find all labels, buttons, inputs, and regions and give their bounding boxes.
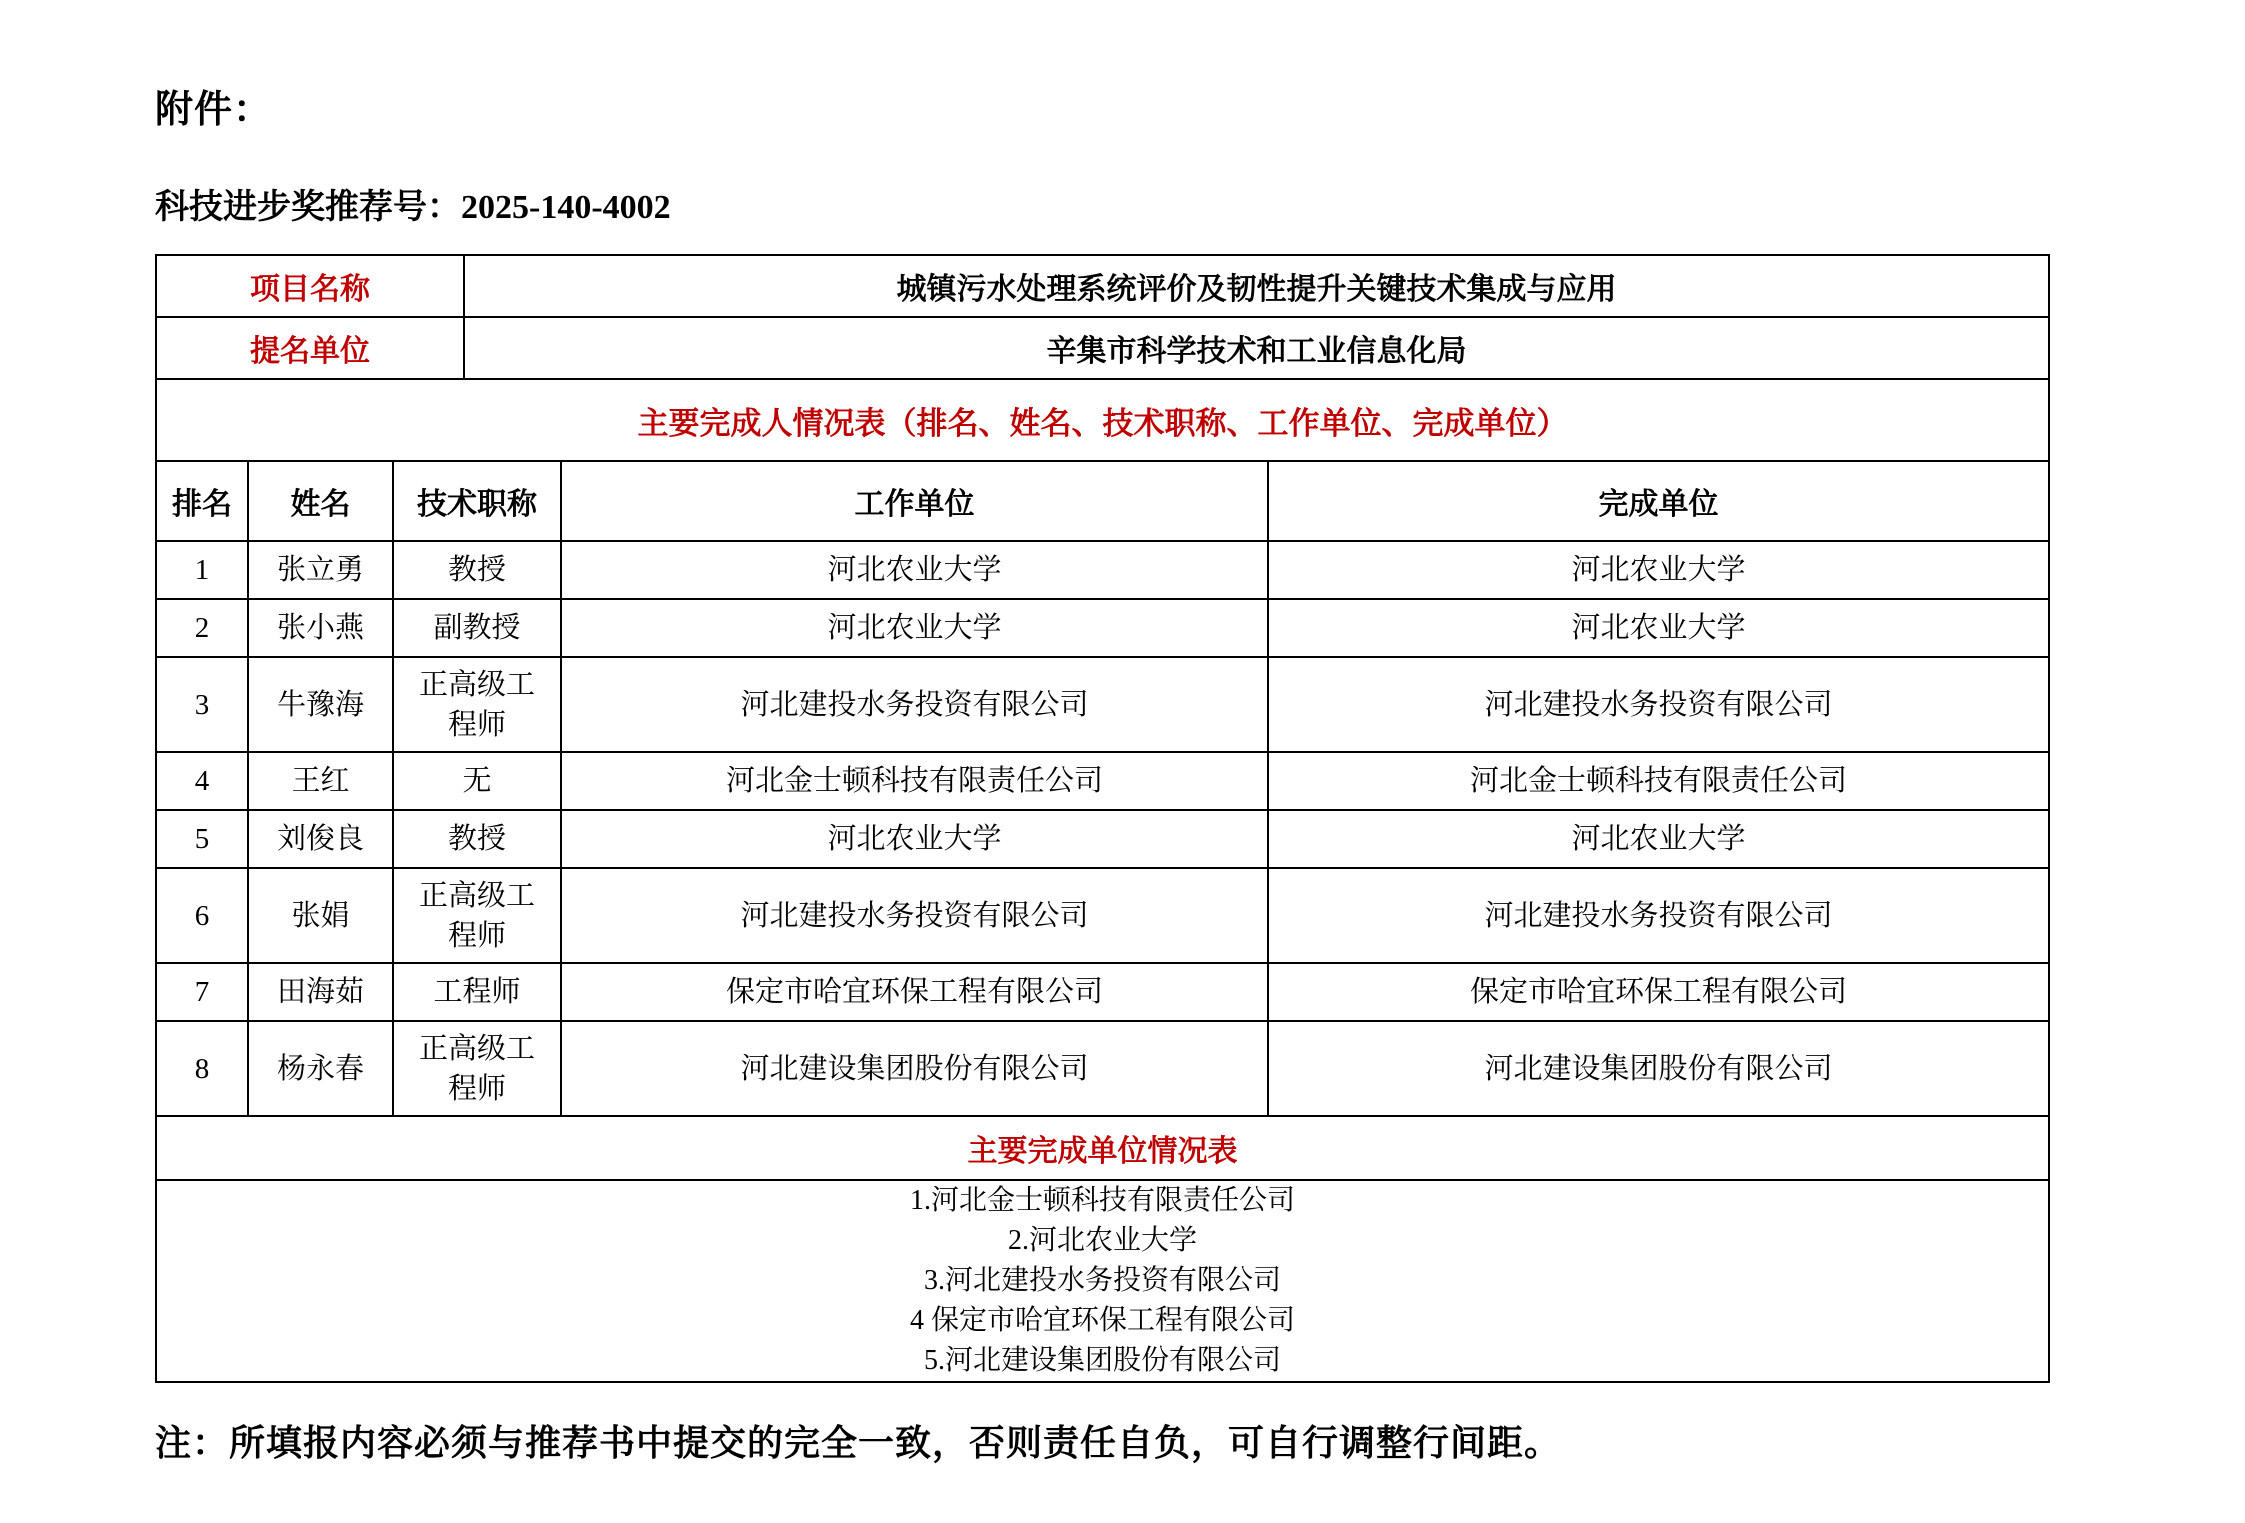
project-name-row (156, 255, 2049, 317)
rank-cell: 1 (156, 541, 248, 599)
completer-row (156, 963, 2049, 1021)
completer-row (156, 752, 2049, 810)
work-unit-cell: 河北金士顿科技有限责任公司 (561, 752, 1268, 810)
rank-cell: 7 (156, 963, 248, 1021)
name-cell: 张立勇 (248, 541, 393, 599)
completion-unit-cell: 保定市哈宜环保工程有限公司 (1268, 963, 2049, 1021)
units-list-row (156, 1180, 2049, 1382)
recommendation-label: 科技进步奖推荐号： (155, 189, 461, 226)
name-cell: 刘俊良 (248, 810, 393, 868)
units-table-title: 主要完成单位情况表 (156, 1116, 2049, 1180)
name-cell: 田海茹 (248, 963, 393, 1021)
completer-row (156, 868, 2049, 963)
completion-unit-cell: 河北金士顿科技有限责任公司 (1268, 752, 2049, 810)
work-unit-cell: 河北农业大学 (561, 541, 1268, 599)
work-unit-cell: 河北农业大学 (561, 599, 1268, 657)
units-title-row (156, 1116, 2049, 1180)
completers-table-title: 主要完成人情况表（排名、姓名、技术职称、工作单位、完成单位） (156, 379, 2049, 461)
nominating-unit-label: 提名单位 (156, 317, 464, 379)
unit-list-item: 4 保定市哈宜环保工程有限公司 (910, 1305, 1296, 1336)
rank-cell: 4 (156, 752, 248, 810)
completion-unit-cell: 河北建投水务投资有限公司 (1268, 657, 2049, 752)
completer-row (156, 810, 2049, 868)
rank-cell: 2 (156, 599, 248, 657)
completion-unit-cell: 河北农业大学 (1268, 599, 2049, 657)
name-cell: 杨永春 (248, 1021, 393, 1116)
nominating-unit-row (156, 317, 2049, 379)
name-cell: 牛豫海 (248, 657, 393, 752)
completion-unit-cell: 河北建投水务投资有限公司 (1268, 868, 2049, 963)
rank-cell: 6 (156, 868, 248, 963)
work-unit-cell: 保定市哈宜环保工程有限公司 (561, 963, 1268, 1021)
column-header-title: 技术职称 (393, 461, 561, 541)
completer-row (156, 1021, 2049, 1116)
work-unit-cell: 河北农业大学 (561, 810, 1268, 868)
title-cell: 无 (393, 752, 561, 810)
main-table (155, 254, 2050, 1383)
unit-list-item: 2.河北农业大学 (1008, 1225, 1198, 1256)
work-unit-cell: 河北建投水务投资有限公司 (561, 868, 1268, 963)
completers-title-row (156, 379, 2049, 461)
units-list (156, 1180, 2049, 1382)
unit-list-item: 1.河北金士顿科技有限责任公司 (910, 1185, 1296, 1216)
name-cell: 王红 (248, 752, 393, 810)
title-cell: 正高级工程师 (393, 657, 561, 752)
note-text: 注：所填报内容必须与推荐书中提交的完全一致，否则责任自负，可自行调整行间距。 (155, 1423, 1562, 1463)
recommendation-number: 2025-140-4002 (461, 189, 671, 226)
rank-cell: 3 (156, 657, 248, 752)
unit-list-item: 3.河北建投水务投资有限公司 (924, 1265, 1282, 1296)
column-header-completion-unit: 完成单位 (1268, 461, 2049, 541)
work-unit-cell: 河北建设集团股份有限公司 (561, 1021, 1268, 1116)
completer-row (156, 657, 2049, 752)
column-header-work-unit: 工作单位 (561, 461, 1268, 541)
recommendation-line (155, 179, 2048, 228)
document-page (155, 78, 2048, 1466)
attachment-label: 附件： (155, 89, 273, 131)
title-cell: 副教授 (393, 599, 561, 657)
project-name-value: 城镇污水处理系统评价及韧性提升关键技术集成与应用 (464, 255, 2049, 317)
title-cell: 教授 (393, 810, 561, 868)
title-cell: 正高级工程师 (393, 868, 561, 963)
work-unit-cell: 河北建投水务投资有限公司 (561, 657, 1268, 752)
title-cell: 工程师 (393, 963, 561, 1021)
rank-cell: 8 (156, 1021, 248, 1116)
title-cell: 正高级工程师 (393, 1021, 561, 1116)
completion-unit-cell: 河北农业大学 (1268, 810, 2049, 868)
completion-unit-cell: 河北农业大学 (1268, 541, 2049, 599)
completer-row (156, 541, 2049, 599)
title-cell: 教授 (393, 541, 561, 599)
unit-list-item: 5.河北建设集团股份有限公司 (924, 1345, 1282, 1376)
rank-cell: 5 (156, 810, 248, 868)
column-header-rank: 排名 (156, 461, 248, 541)
name-cell: 张小燕 (248, 599, 393, 657)
completion-unit-cell: 河北建设集团股份有限公司 (1268, 1021, 2049, 1116)
completers-header-row (156, 461, 2049, 541)
completer-row (156, 599, 2049, 657)
project-name-label: 项目名称 (156, 255, 464, 317)
name-cell: 张娟 (248, 868, 393, 963)
nominating-unit-value: 辛集市科学技术和工业信息化局 (464, 317, 2049, 379)
column-header-name: 姓名 (248, 461, 393, 541)
